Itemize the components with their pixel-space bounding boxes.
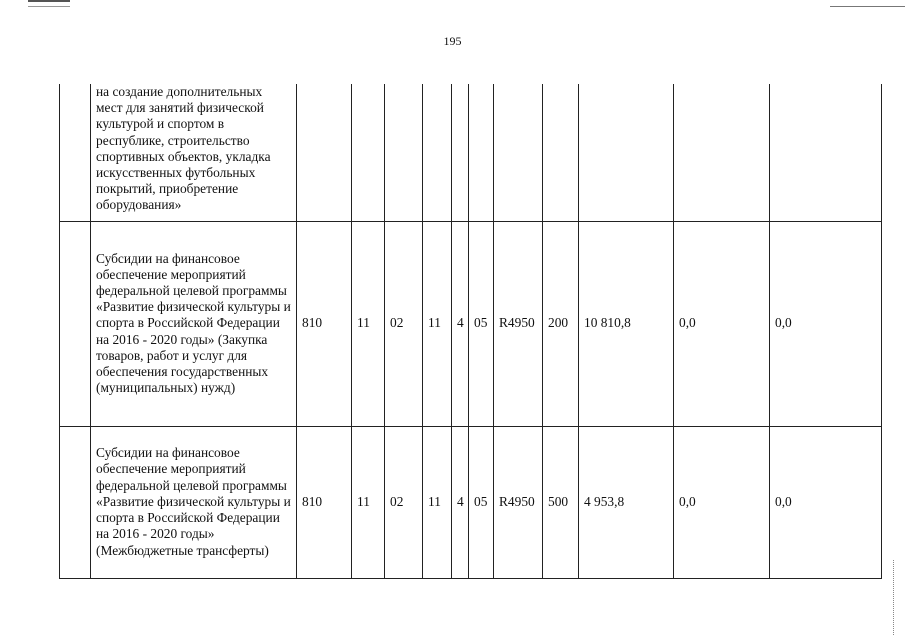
description-cell: на создание дополнительных мест для занятий физической культурой и спортом в республике, строительство спортивных объектов, укладка искусственных футбольных покрытий, приобретение оборудования» [91,84,297,221]
expense-type-cell: 200 [543,221,579,426]
amount-1-cell [579,84,674,221]
subsection-code-cell [385,84,423,221]
ministry-code-cell: 810 [297,426,352,578]
amount-1-cell: 10 810,8 [579,221,674,426]
event-code-cell: 05 [469,426,494,578]
subprogram-code-cell [452,84,469,221]
ministry-code-cell [297,84,352,221]
scan-top-rule [830,6,905,7]
amount-2-cell: 0,0 [674,426,770,578]
direction-code-cell [494,84,543,221]
amount-3-cell: 0,0 [770,426,882,578]
description-cell: Субсидии на финансовое обеспечение мероприятий федеральной целевой программы «Развитие физической культуры и спорта в Российской Федерации на 2016 - 2020 годы» (Закупка товаров, работ и услуг для обеспечения государственных (муниципальных) нужд) [91,221,297,426]
description-cell: Субсидии на финансовое обеспечение мероприятий федеральной целевой программы «Развитие физической культуры и спорта в Российской Федерации на 2016 - 2020 годы» (Межбюджетные трансферты) [91,426,297,578]
row-number-cell [60,426,91,578]
direction-code-cell: R4950 [494,221,543,426]
scan-corner-mark [28,0,70,7]
program-code-cell [423,84,452,221]
budget-table [59,84,882,579]
amount-2-cell: 0,0 [674,221,770,426]
event-code-cell [469,84,494,221]
section-code-cell [352,84,385,221]
program-code-cell: 11 [423,221,452,426]
amount-1-cell: 4 953,8 [579,426,674,578]
amount-3-cell [770,84,882,221]
subsection-code-cell: 02 [385,426,423,578]
ministry-code-cell: 810 [297,221,352,426]
event-code-cell: 05 [469,221,494,426]
table-row [60,84,882,221]
direction-code-cell: R4950 [494,426,543,578]
table-row [60,426,882,578]
scan-edge-marks [893,560,897,635]
subsection-code-cell: 02 [385,221,423,426]
section-code-cell: 11 [352,426,385,578]
subprogram-code-cell: 4 [452,426,469,578]
expense-type-cell [543,84,579,221]
table-row [60,221,882,426]
subprogram-code-cell: 4 [452,221,469,426]
row-number-cell [60,221,91,426]
amount-2-cell [674,84,770,221]
page-number: 195 [443,34,462,48]
row-number-cell [60,84,91,221]
amount-3-cell: 0,0 [770,221,882,426]
program-code-cell: 11 [423,426,452,578]
expense-type-cell: 500 [543,426,579,578]
section-code-cell: 11 [352,221,385,426]
